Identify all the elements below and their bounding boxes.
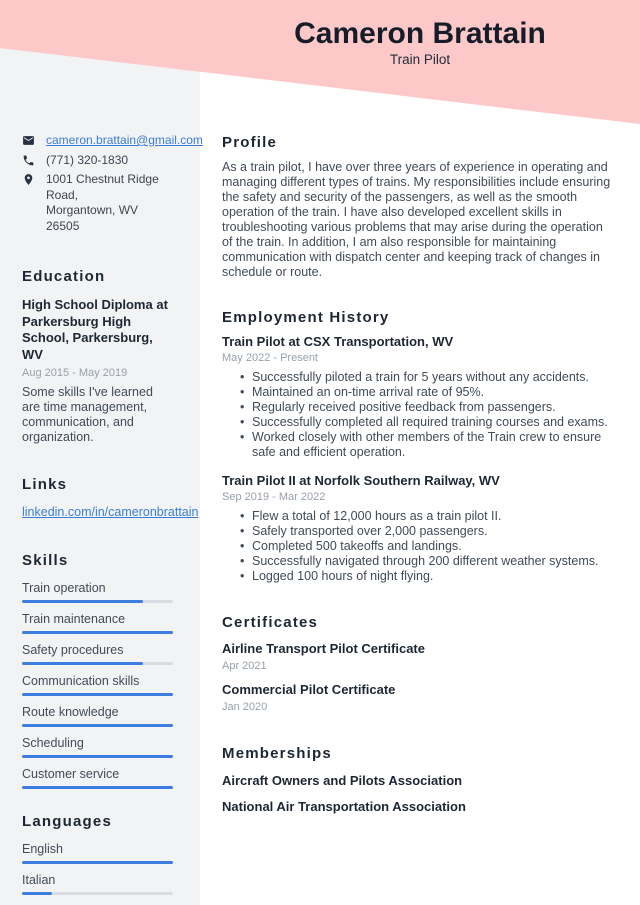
education-dates: Aug 2015 - May 2019 — [22, 367, 128, 379]
address-line2: Morgantown, WV 26505 — [46, 203, 139, 233]
contact-email-row — [22, 133, 203, 149]
skill-label: Route knowledge — [22, 705, 119, 719]
job-bullet: • Safely transported over 2,000 passengers. — [252, 524, 614, 539]
job-title: Train Pilot II at Norfolk Southern Railway, WV — [222, 473, 500, 488]
skills-list — [22, 581, 173, 789]
education-school: High School Diploma at Parkersburg High School, Parkersburg, WV — [22, 297, 168, 362]
job-bullet: • Successfully piloted a train for 5 years without any accidents. — [252, 370, 614, 385]
certificate-item — [222, 682, 614, 714]
languages-section — [22, 812, 173, 895]
skill-bar-track — [22, 724, 173, 727]
email-link[interactable]: cameron.brattain@gmail.com — [46, 133, 203, 147]
job-bullet: • Worked closely with other members of the Train crew to ensure safe and efficient operation. — [252, 430, 614, 460]
employment-section — [222, 308, 614, 584]
skill-item — [22, 705, 173, 727]
skill-bar-fill — [22, 724, 173, 727]
address-line1: 1001 Chestnut Ridge Road, — [46, 172, 159, 202]
job-bullet: • Maintained an on-time arrival rate of 95%. — [252, 385, 614, 400]
skill-bar-fill — [22, 631, 173, 634]
languages-heading: Languages — [22, 813, 112, 830]
job-bullet-list — [222, 509, 614, 584]
skill-bar-track — [22, 693, 173, 696]
certificate-item — [222, 641, 614, 673]
job-bullet: • Logged 100 hours of night flying. — [252, 569, 614, 584]
memberships-section — [222, 744, 614, 815]
page-title: Cameron Brattain — [294, 17, 546, 50]
job-bullet: • Completed 500 takeoffs and landings. — [252, 539, 614, 554]
skill-bar-track — [22, 631, 173, 634]
language-item — [22, 842, 173, 864]
skill-bar-fill — [22, 786, 173, 789]
header — [200, 0, 640, 68]
skill-bar-track — [22, 600, 173, 603]
skill-label: Communication skills — [22, 674, 140, 688]
certificates-section — [222, 613, 614, 714]
job-bullet: • Successfully completed all required training courses and exams. — [252, 415, 614, 430]
skill-label: Safety procedures — [22, 643, 124, 657]
education-section — [22, 267, 173, 445]
certificate-title: Commercial Pilot Certificate — [222, 682, 396, 697]
skill-item — [22, 736, 173, 758]
skill-label: Train operation — [22, 581, 106, 595]
profile-text: As a train pilot, I have over three years of experience in operating and managing different types of trains. My responsibilities include ensuring the safety and security of the passengers, as well as the smooth operation of the train. I have also developed excellent skills in troubleshooting various problems that may arise during the operation of the train. In addition, I am also responsible for maintaining communication with dispatch center and keeping track of changes in schedule or route. — [222, 160, 611, 279]
skill-label: Scheduling — [22, 736, 84, 750]
job-bullet: • Regularly received positive feedback from passengers. — [252, 400, 614, 415]
memberships-heading: Memberships — [222, 745, 332, 762]
contact-address-row — [22, 172, 173, 234]
job-bullet: • Flew a total of 12,000 hours as a train pilot II. — [252, 509, 614, 524]
envelope-icon — [22, 133, 35, 149]
job-title-subtitle: Train Pilot — [389, 52, 451, 67]
skill-bar-fill — [22, 600, 143, 603]
job-entry — [222, 473, 614, 584]
job-dates: May 2022 - Present — [222, 352, 318, 364]
language-bar-track — [22, 861, 173, 864]
education-heading: Education — [22, 268, 106, 285]
skill-bar-track — [22, 786, 173, 789]
sidebar — [0, 0, 203, 905]
certificate-date: Apr 2021 — [222, 660, 267, 672]
skills-heading: Skills — [22, 552, 69, 569]
link-item — [22, 505, 199, 520]
skill-bar-fill — [22, 755, 173, 758]
job-dates: Sep 2019 - Mar 2022 — [222, 491, 326, 503]
links-heading: Links — [22, 476, 68, 493]
profile-heading: Profile — [222, 134, 278, 151]
employment-heading: Employment History — [222, 309, 390, 326]
certificate-date: Jan 2020 — [222, 701, 268, 713]
skill-label: Train maintenance — [22, 612, 126, 626]
language-item — [22, 873, 173, 895]
skill-item — [22, 612, 173, 634]
links-section — [22, 475, 199, 520]
skills-section — [22, 551, 173, 789]
job-bullet-list — [222, 370, 614, 460]
contact-section — [22, 133, 203, 234]
skill-bar-fill — [22, 662, 143, 665]
language-bar-fill — [22, 892, 52, 895]
phone-icon — [22, 153, 35, 169]
membership-item: National Air Transportation Association — [222, 799, 466, 814]
phone-number: (771) 320-1830 — [46, 152, 129, 167]
skill-item — [22, 767, 173, 789]
profile-section — [222, 133, 614, 280]
job-bullet: • Successfully navigated through 200 different weather systems. — [252, 554, 614, 569]
skill-bar-track — [22, 755, 173, 758]
main-content — [200, 0, 640, 905]
education-description: Some skills I've learned are time management, communication, and organization. — [22, 385, 153, 444]
linkedin-link[interactable]: linkedin.com/in/cameronbrattain — [22, 505, 199, 519]
certificate-title: Airline Transport Pilot Certificate — [222, 641, 425, 656]
skill-item — [22, 643, 173, 665]
job-title: Train Pilot at CSX Transportation, WV — [222, 334, 454, 349]
skill-item — [22, 674, 173, 696]
language-label: English — [22, 842, 63, 856]
skill-label: Customer service — [22, 767, 120, 781]
languages-list — [22, 842, 173, 895]
language-bar-track — [22, 892, 173, 895]
skill-bar-fill — [22, 693, 173, 696]
skill-bar-track — [22, 662, 173, 665]
certificates-heading: Certificates — [222, 614, 319, 631]
language-bar-fill — [22, 861, 173, 864]
skill-item — [22, 581, 173, 603]
job-entry — [222, 334, 614, 460]
contact-phone-row — [22, 153, 173, 169]
address — [46, 172, 173, 234]
language-label: Italian — [22, 873, 56, 887]
location-pin-icon — [22, 172, 35, 234]
membership-item: Aircraft Owners and Pilots Association — [222, 773, 463, 788]
